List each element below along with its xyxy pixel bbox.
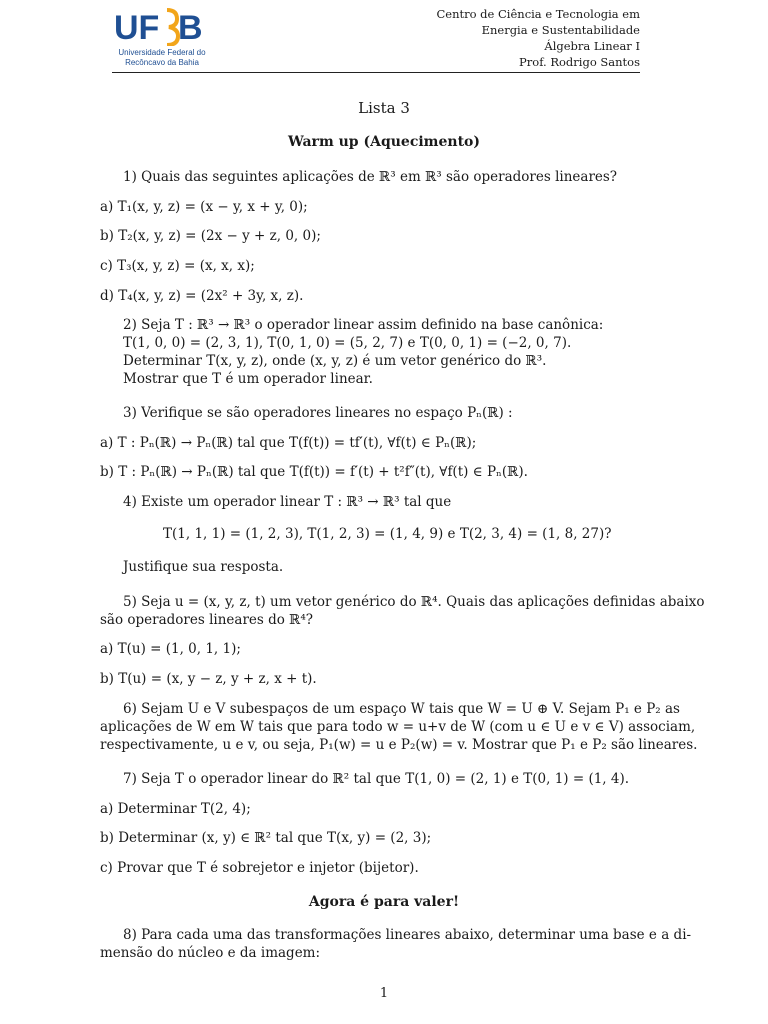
question-2-line-2: T(1, 0, 0) = (2, 3, 1), T(0, 1, 0) = (5, 2, 7) e T(0, 0, 1) = (−2, 0, 7).: [123, 335, 572, 351]
warmup-heading: Warm up (Aquecimento): [287, 134, 480, 150]
question-7: 7) Seja T o operador linear do ℝ² tal que T(1, 0) = (2, 1) e T(0, 1) = (1, 4).: [123, 771, 630, 787]
inst-line-1: Centro de Ciência e Tecnologia em: [436, 7, 640, 21]
svg-text:B: B: [178, 9, 203, 46]
question-1-d: d) T₄(x, y, z) = (2x² + 3y, x, z).: [100, 288, 304, 304]
question-4: 4) Existe um operador linear T : ℝ³ → ℝ³ tal que: [123, 494, 452, 510]
main-section-heading: Agora é para valer!: [308, 894, 460, 910]
inst-line-3: Álgebra Linear I: [544, 39, 640, 53]
page-title: Lista 3: [358, 99, 410, 117]
logo-line-2: Recôncavo da Bahia: [125, 58, 199, 67]
svg-text:UF: UF: [114, 9, 160, 46]
institution-info: [436, 6, 640, 70]
question-2-line-4: Mostrar que T é um operador linear.: [123, 371, 373, 387]
question-6-line-2: aplicações de W em W tais que para todo w = u+v de W (com u ∈ U e v ∈ V) associam,: [100, 719, 696, 735]
question-6-line-3: respectivamente, u e v, ou seja, P₁(w) = u e P₂(w) = v. Mostrar que P₁ e P₂ são lineares.: [100, 737, 698, 753]
question-2-line-1: 2) Seja T : ℝ³ → ℝ³ o operador linear assim definido na base canônica:: [123, 317, 604, 333]
question-5-line-2: são operadores lineares do ℝ⁴?: [100, 612, 314, 628]
question-4-equation: T(1, 1, 1) = (1, 2, 3), T(1, 2, 3) = (1, 4, 9) e T(2, 3, 4) = (1, 8, 27)?: [163, 526, 612, 542]
question-7-b: b) Determinar (x, y) ∈ ℝ² tal que T(x, y) = (2, 3);: [100, 830, 432, 846]
question-3-a: a) T : Pₙ(ℝ) → Pₙ(ℝ) tal que T(f(t)) = tf′(t), ∀f(t) ∈ Pₙ(ℝ);: [100, 435, 477, 451]
question-6-line-1: 6) Sejam U e V subespaços de um espaço W tais que W = U ⊕ V. Sejam P₁ e P₂ as: [123, 701, 680, 717]
ufrb-logo-mark: [112, 6, 212, 46]
question-4-justify: Justifique sua resposta.: [123, 559, 284, 575]
header-rule: [112, 72, 640, 73]
question-1-b: b) T₂(x, y, z) = (2x − y + z, 0, 0);: [100, 228, 321, 244]
question-7-a: a) Determinar T(2, 4);: [100, 801, 251, 817]
question-2-line-3: Determinar T(x, y, z), onde (x, y, z) é um vetor genérico do ℝ³.: [123, 353, 547, 369]
logo-line-1: Universidade Federal do: [118, 48, 206, 57]
question-1-a: a) T₁(x, y, z) = (x − y, x + y, 0);: [100, 199, 308, 215]
question-1: 1) Quais das seguintes aplicações de ℝ³ em ℝ³ são operadores lineares?: [123, 169, 618, 185]
inst-line-2: Energia e Sustentabilidade: [481, 23, 640, 37]
page-number: 1: [379, 986, 389, 1001]
question-8-line-2: mensão do núcleo e da imagem:: [100, 945, 321, 961]
question-8-line-1: 8) Para cada uma das transformações lineares abaixo, determinar uma base e a di-: [123, 927, 692, 943]
question-7-c: c) Provar que T é sobrejetor e injetor (bijetor).: [100, 860, 419, 876]
question-3: 3) Verifique se são operadores lineares no espaço Pₙ(ℝ) :: [123, 405, 513, 421]
question-1-c: c) T₃(x, y, z) = (x, x, x);: [100, 258, 255, 274]
question-5-line-1: 5) Seja u = (x, y, z, t) um vetor genérico do ℝ⁴. Quais das aplicações definidas abaixo: [123, 594, 705, 610]
question-3-b: b) T : Pₙ(ℝ) → Pₙ(ℝ) tal que T(f(t)) = f′(t) + t²f″(t), ∀f(t) ∈ Pₙ(ℝ).: [100, 464, 528, 480]
question-5-a: a) T(u) = (1, 0, 1, 1);: [100, 641, 241, 657]
question-5-b: b) T(u) = (x, y − z, y + z, x + t).: [100, 671, 317, 687]
inst-line-4: Prof. Rodrigo Santos: [519, 55, 640, 69]
university-logo: [112, 6, 212, 70]
